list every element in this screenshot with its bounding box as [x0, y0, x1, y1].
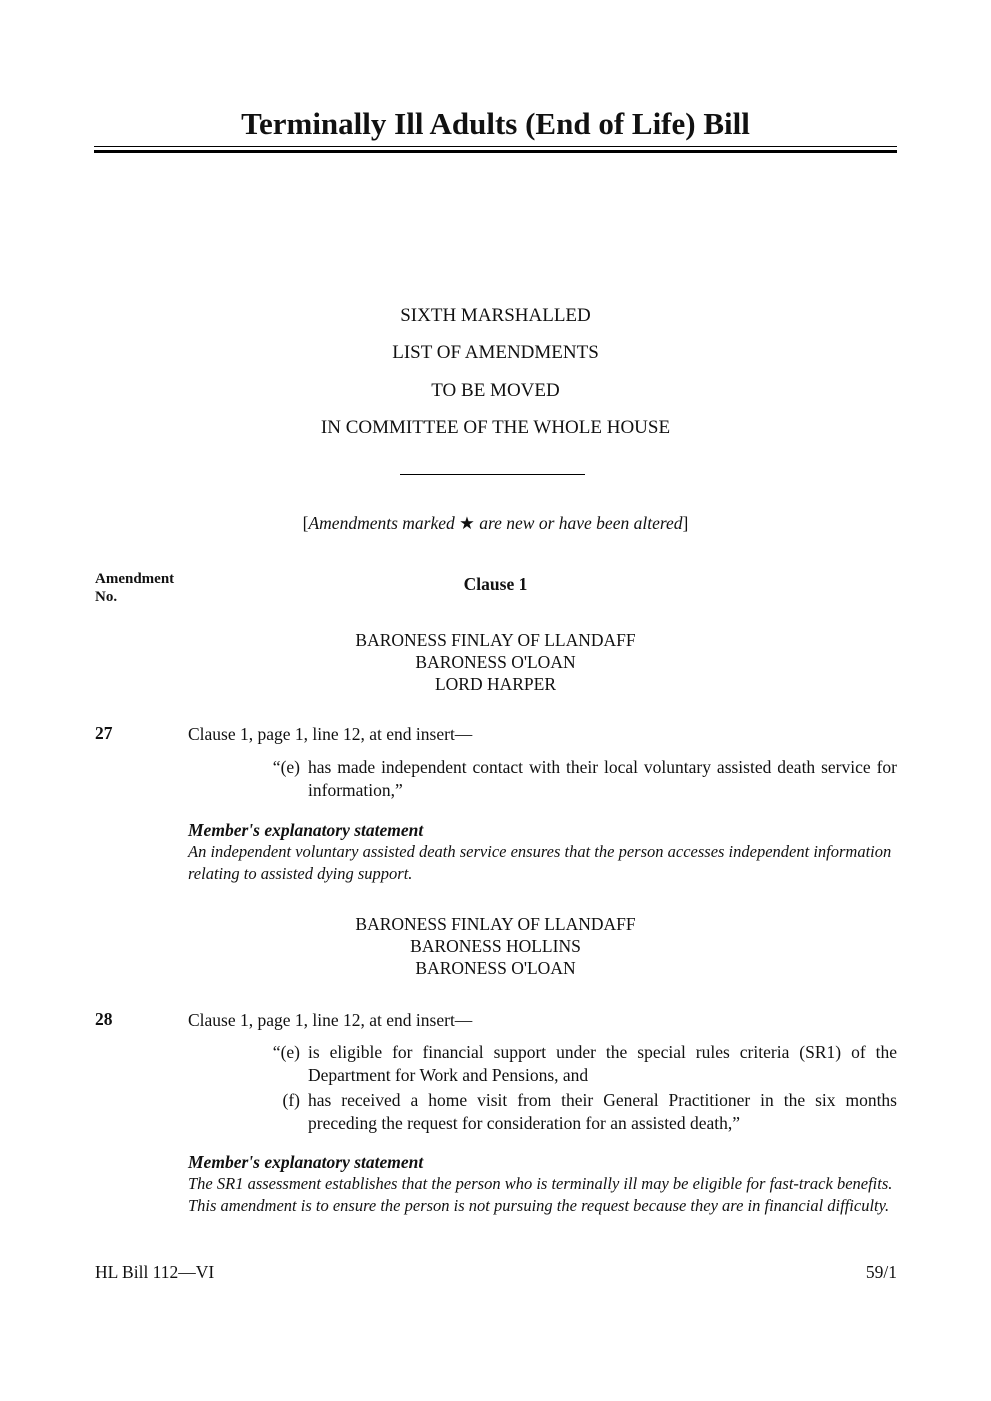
title-rule-thin — [94, 146, 897, 147]
title-rule-thick — [94, 150, 897, 153]
heading-line-3: TO BE MOVED — [431, 380, 560, 401]
heading-line-4: IN COMMITTEE OF THE WHOLE HOUSE — [320, 417, 671, 438]
clause-heading: Clause 1 — [463, 574, 528, 594]
amendment-paragraph: “(e) is eligible for financial support under the special rules criteria (SR1) of the Department for Work and Pensions, and — [272, 1042, 897, 1085]
amendments-note: [Amendments marked ★ are new or have been altered] — [302, 513, 689, 533]
bill-title: Terminally Ill Adults (End of Life) Bill — [241, 106, 750, 141]
sponsors-28: BARONESS FINLAY OF LLANDAFF BARONESS HOLLINS BARONESS O'LOAN — [355, 914, 636, 978]
amendment-number: 28 — [95, 1009, 113, 1029]
amendment-instruction: Clause 1, page 1, line 12, at end insert— — [188, 724, 473, 744]
page-reference: 59/1 — [865, 1262, 897, 1282]
amendment-instruction: Clause 1, page 1, line 12, at end insert— — [188, 1010, 473, 1030]
amendment-paragraph: “(e) has made independent contact with their local voluntary assisted death service for information,” — [272, 757, 897, 800]
amendment-no-label: Amendment No. — [95, 571, 175, 605]
bill-reference: HL Bill 112—VI — [95, 1262, 215, 1282]
heading-rule — [400, 474, 585, 475]
explanatory-statement: Member's explanatory statement The SR1 assessment establishes that the person who is terminally ill may be eligible for fast-track benefits. This amendment is to ensure the person is not pursuing the request because they are in financial difficulty. — [188, 1152, 893, 1215]
star-icon: ★ — [459, 513, 475, 533]
heading-line-1: SIXTH MARSHALLED — [400, 305, 591, 326]
amendment-paragraph: (f) has received a home visit from their General Practitioner in the six months preceding the request for consideration for an assisted death,” — [282, 1090, 897, 1133]
explanatory-statement: Member's explanatory statement An independent voluntary assisted death service ensures that the person accesses independent information relating to assisted dying support. — [188, 820, 892, 883]
heading-line-2: LIST OF AMENDMENTS — [392, 342, 599, 363]
sponsors-27: BARONESS FINLAY OF LLANDAFF BARONESS O'LOAN LORD HARPER — [355, 630, 636, 694]
amendment-number: 27 — [95, 723, 113, 743]
